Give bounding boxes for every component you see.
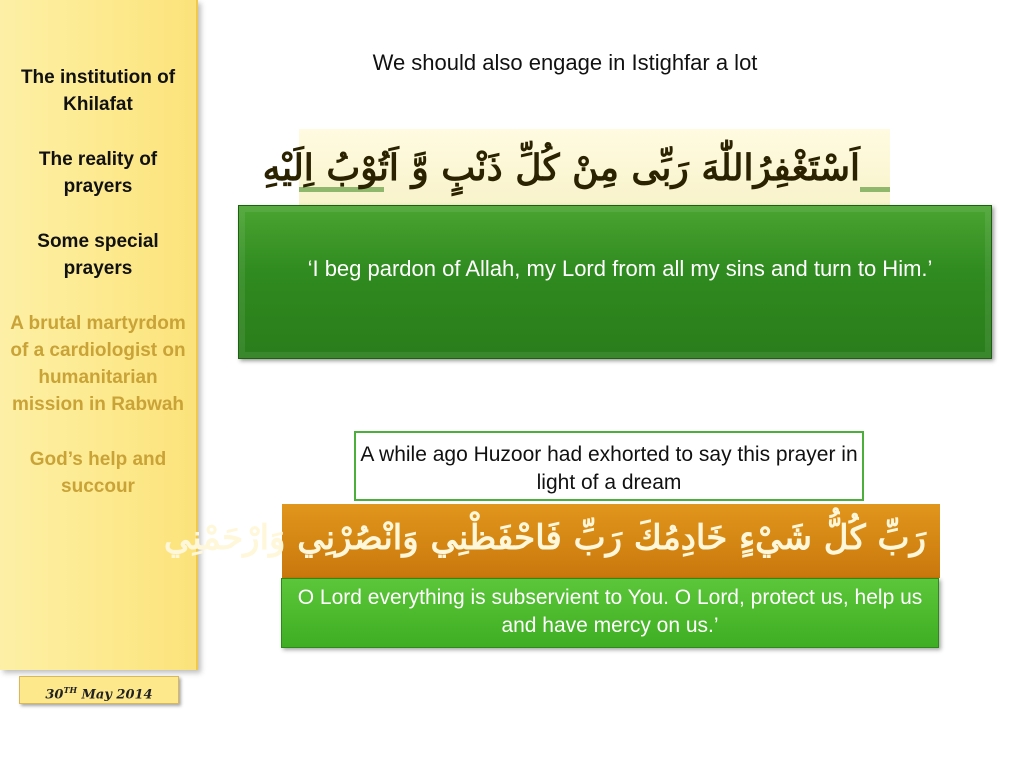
istighfar-translation-box — [238, 205, 992, 359]
date-month-year: May 2014 — [77, 687, 153, 703]
dream-prayer-translation-box: O Lord everything is subservient to You. O Lord, protect us, help us and have mercy on us.’ — [281, 578, 939, 648]
sidebar-item-martyrdom: A brutal martyrdom of a cardiologist on humanitarian mission in Rabwah — [10, 313, 186, 415]
dream-prayer-arabic-text: رَبِّ كُلُّ شَيْءٍ خَادِمُكَ رَبِّ فَاحْفَظْنِي وَانْصُرْنِي وَارْحَمْنِي — [163, 518, 926, 558]
dream-note-box: A while ago Huzoor had exhorted to say this prayer in light of a dream — [354, 431, 864, 501]
sidebar-item-gods-help: God’s help and succour — [29, 449, 167, 497]
sidebar-item-khilafat: The institution of Khilafat — [20, 67, 176, 115]
sidebar-item-special-prayers: Some special prayers — [37, 231, 159, 279]
date-ordinal: TH — [63, 685, 77, 695]
page-heading: We should also engage in Istighfar a lot — [372, 50, 758, 75]
date-day: 30 — [45, 687, 64, 703]
sidebar — [0, 0, 198, 670]
istighfar-arabic-banner — [262, 129, 890, 214]
date-badge — [19, 676, 179, 704]
istighfar-arabic-text: اَسْتَغْفِرُاللّٰهَ رَبِّی مِنْ کُلِّ ذَنْبٍ وَّ اَتُوْبُ اِلَيْهِ — [262, 147, 860, 189]
dream-prayer-arabic-banner — [163, 504, 940, 578]
banner-stripe-right — [860, 187, 890, 192]
sidebar-item-reality-of-prayers: The reality of prayers — [38, 149, 158, 197]
istighfar-translation: ‘I beg pardon of Allah, my Lord from all my sins and turn to Him.’ — [307, 256, 933, 281]
sidebar-topic-list — [8, 64, 188, 528]
